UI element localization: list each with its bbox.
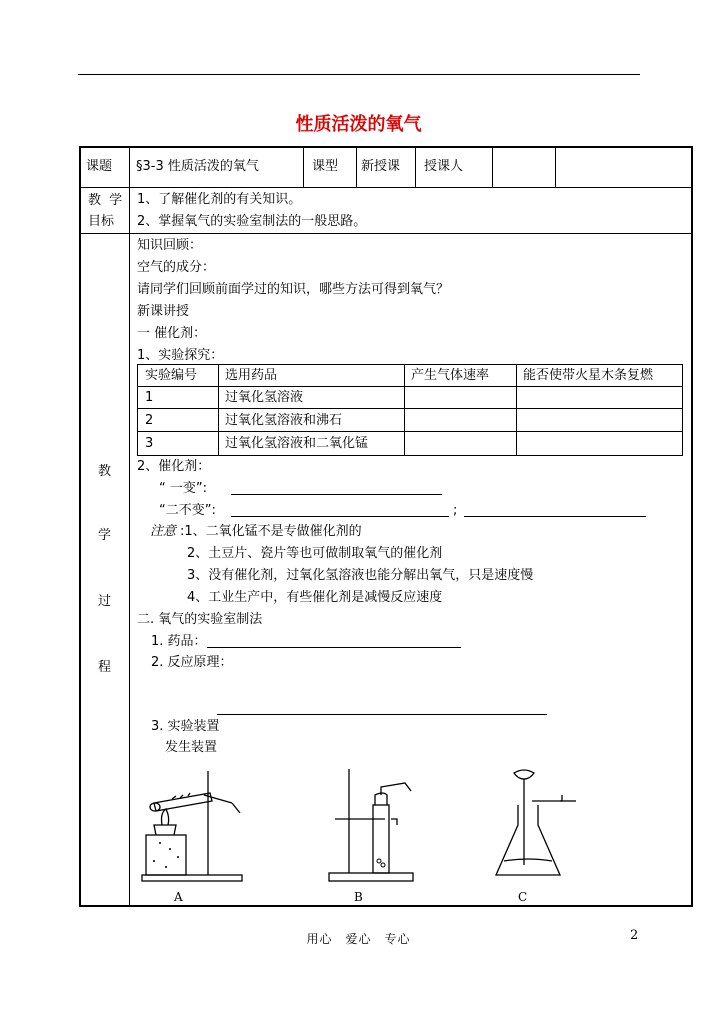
semicolon: ; <box>453 503 458 518</box>
table-col-divider <box>218 365 219 455</box>
goals-label-line1: 教 学 <box>88 193 125 208</box>
review-heading: 知识回顾： <box>137 238 203 253</box>
table-header: 实验编号 <box>145 368 198 383</box>
table-col-divider <box>404 365 405 455</box>
col-divider <box>555 147 556 187</box>
page-title: 性质活泼的氧气 <box>295 114 422 135</box>
type-label: 课型 <box>312 159 339 174</box>
table-cell: 过氧化氢溶液 <box>225 390 304 405</box>
blank-line <box>231 494 442 495</box>
row-divider <box>80 233 692 234</box>
drug-label: 1. 药品： <box>151 634 207 649</box>
teacher-label: 授课人 <box>424 159 464 174</box>
goal-item-1: 1、了解催化剂的有关知识。 <box>137 192 302 207</box>
topic-value: §3-3 性质活泼的氧气 <box>136 159 259 174</box>
table-header: 产生气体速率 <box>411 368 490 383</box>
table-cell: 1 <box>145 390 154 405</box>
note-label: 注意 <box>150 524 177 539</box>
table-cell: 3 <box>145 436 154 451</box>
goal-item-2: 2、掌握氧气的实验室制法的一般思路。 <box>137 214 367 229</box>
principle-label: 2. 反应原理： <box>151 655 233 670</box>
section-2-heading: 二. 氧气的实验室制法 <box>137 612 263 627</box>
table-col-divider <box>516 365 517 455</box>
row-divider <box>80 187 692 188</box>
new-lesson-heading: 新课讲授 <box>137 304 190 319</box>
goals-label-line2: 目标 <box>88 214 115 229</box>
table-cell: 过氧化氢溶液和沸石 <box>225 413 343 428</box>
col-divider <box>415 147 416 187</box>
table-row-divider <box>138 408 682 409</box>
col-divider <box>129 147 130 906</box>
apparatus-b-illustration <box>325 765 425 883</box>
apparatus-a-illustration <box>140 765 250 883</box>
type-value: 新授课 <box>361 159 401 174</box>
air-composition: 空气的成分： <box>137 260 216 275</box>
apparatus-a-label: A <box>174 890 183 904</box>
apparatus-b-label: B <box>354 890 363 904</box>
blank-line <box>231 516 449 517</box>
section-1-heading: 一 催化剂： <box>137 326 207 341</box>
generator-label: 发生装置 <box>165 740 218 755</box>
table-cell: 过氧化氢溶液和二氧化锰 <box>225 436 369 451</box>
process-label-char: 过 <box>98 594 112 609</box>
apparatus-label: 3. 实验装置 <box>151 719 220 734</box>
table-row-divider <box>138 386 682 387</box>
topic-label: 课题 <box>86 159 113 174</box>
col-divider <box>303 147 304 187</box>
process-label-char: 程 <box>98 660 112 675</box>
process-label-char: 学 <box>98 528 112 543</box>
apparatus-c-illustration <box>490 765 580 883</box>
table-cell: 2 <box>145 413 154 428</box>
note-item-4: 4、工业生产中，有些催化剂是减慢反应速度 <box>187 590 443 605</box>
explore-heading: 1、实验探究： <box>137 348 224 363</box>
header-rule <box>78 74 640 75</box>
page-number: 2 <box>630 928 639 943</box>
table-row-divider <box>138 431 682 432</box>
col-divider <box>492 147 493 187</box>
note-item-2: 2、土豆片、瓷片等也可做制取氧气的催化剂 <box>187 546 443 561</box>
note-item-1: :1、二氧化锰不是专做催化剂的 <box>180 524 362 539</box>
catalyst-heading: 2、催化剂： <box>137 459 211 474</box>
col-divider <box>356 147 357 187</box>
note-item-3: 3、没有催化剂，过氧化氢溶液也能分解出氧气，只是速度慢 <box>187 568 534 583</box>
one-change-label: “ 一变”: <box>159 481 207 496</box>
table-header: 选用药品 <box>225 368 278 383</box>
review-question: 请同学们回顾前面学过的知识，哪些方法可得到氧气？ <box>137 282 450 297</box>
blank-line <box>217 714 547 715</box>
blank-line <box>207 647 461 648</box>
footer-motto: 用心 爱心 专心 <box>306 932 411 946</box>
process-label-char: 教 <box>98 464 112 479</box>
table-header: 能否使带火星木条复燃 <box>523 368 654 383</box>
apparatus-c-label: C <box>518 890 528 904</box>
blank-line <box>464 516 646 517</box>
two-nochange-label: “二不变”: <box>159 503 216 518</box>
